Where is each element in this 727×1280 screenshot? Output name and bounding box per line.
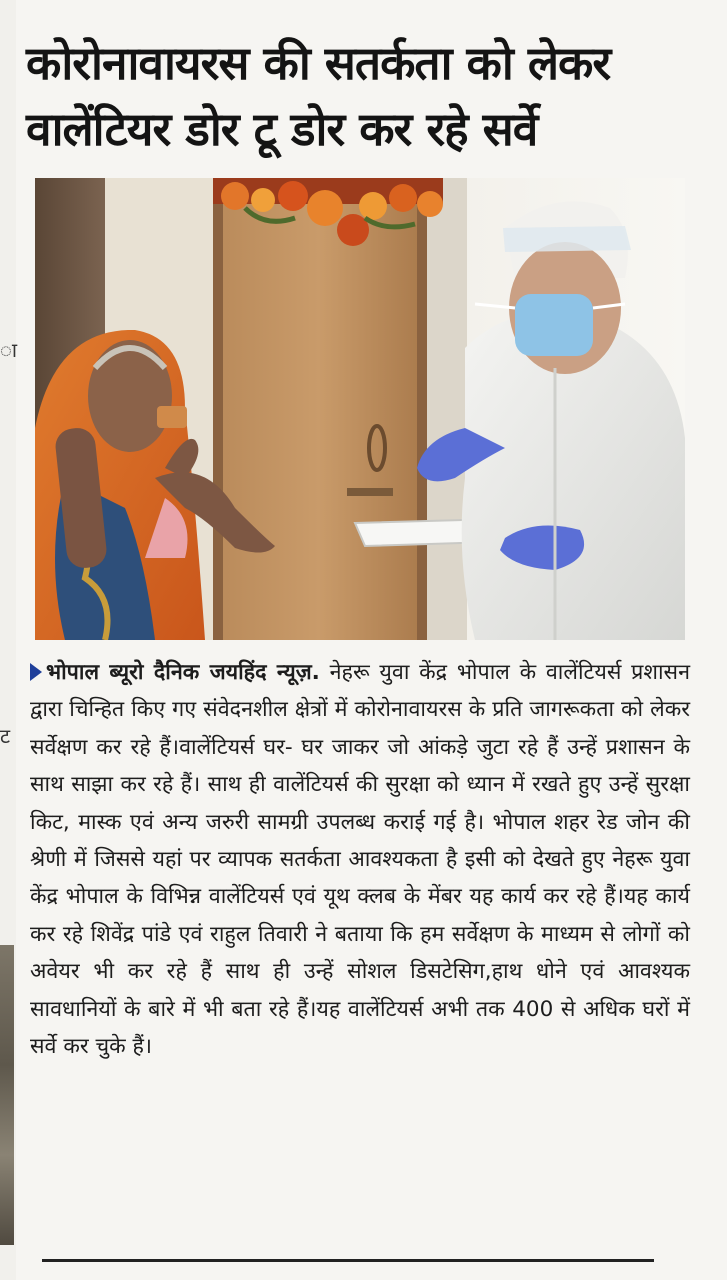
article-text: नेहरू युवा केंद्र भोपाल के वालेंटियर्स प्रशासन द्वारा चिन्हित किए गए संवेदनशील क्षेत्रों में कोरोनावायरस के प्रति जागरूकता को लेकर सर्वेक्षण कर रहे हैं।वालेंटियर्स घर- घर जाकर जो आंकड़े जुटा रहे हैं उन्हें प्रशासन के साथ साझा कर रहे हैं। साथ ही वालेंटियर्स की सुरक्षा को ध्यान में रखते हुए उन्हें सुरक्षा किट, मास्क एवं अन्य जरुरी सामग्री उपलब्ध कराई गई है। भोपाल शहर रेड जोन की श्रेणी में जिससे यहां पर व्यापक सतर्कता आवश्यकता है इसी को देखते हुए नेहरू युवा केंद्र भोपाल के विभिन्न वालेंटियर्स एवं यूथ क्लब के मेंबर यह कार्य कर रहे हैं।यह कार्य कर रहे शिवेंद्र पांडे एवं राहुल तिवारी ने बताया कि हम सर्वेक्षण के माध्यम से लोगों को अवेयर भी कर रहे हैं साथ ही उन्हें सोशल डिसटेसिग,हाथ धोने एवं आवश्यक सावधानियों के बारे में भी बता रहे हैं।यह वालेंटियर्स अभी तक 400 से अधिक घरों में सर्वे कर चुके हैं। [30,660,690,1060]
adjacent-photo-fragment [0,945,14,1245]
headline [26,30,706,162]
news-photo [35,178,685,640]
column-end-rule [42,1259,654,1262]
news-photo-illustration [35,178,685,640]
dateline-triangle-icon [30,663,42,681]
article-paragraph [30,654,690,1065]
dateline: भोपाल ब्यूरो दैनिक जयहिंद न्यूज़. [46,660,320,685]
headline-line-2: वालेंटियर डोर टू डोर कर रहे सर्वे [26,102,538,156]
adjacent-column-fragment: ट [0,724,11,748]
headline-line-1: कोरोनावायरस की सतर्कता को लेकर [26,36,611,90]
article-body [30,654,690,1065]
adjacent-column-fragment: ा [0,338,18,362]
